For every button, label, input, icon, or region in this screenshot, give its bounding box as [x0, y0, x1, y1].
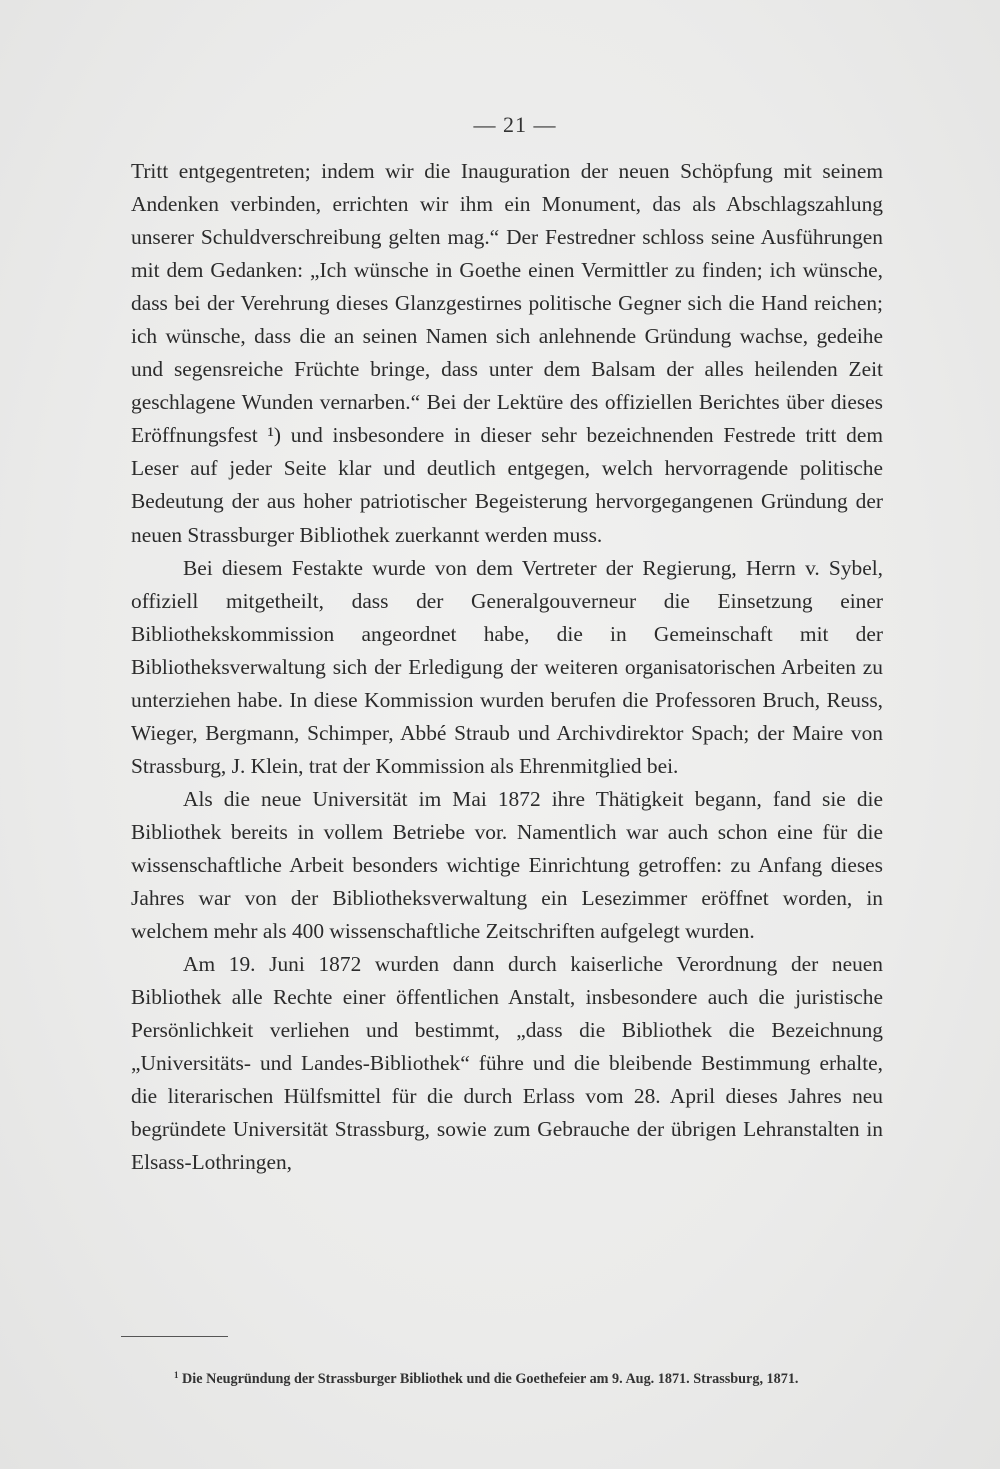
paragraph-4: Am 19. Juni 1872 wurden dann durch kaiserliche Verordnung der neuen Bibliothek alle Rechte einer öffentlichen Anstalt, insbesondere auch die juristische Persönlichkeit verliehen und bestimmt, „dass die Bibliothek die Bezeichnung „Universitäts- und Landes-Bibliothek“ führe und die bleibende Bestimmung erhalte, die literarischen Hülfsmittel für die durch Erlass vom 28. April dieses Jahres neu begründete Universität Strassburg, sowie zum Gebrauche der übrigen Lehranstalten in Elsass-Lothringen,: [131, 952, 883, 1175]
paragraph-1: Tritt entgegentreten; indem wir die Inauguration der neuen Schöpfung mit seinem Andenken verbinden, errichten wir ihm ein Monument, das als Abschlagszahlung unserer Schuldverschreibung gelten mag.“ Der Festredner schloss seine Ausführungen mit dem Gedanken: „Ich wünsche in Goethe einen Vermittler zu finden; ich wünsche, dass bei der Verehrung dieses Glanzgestirnes politische Gegner sich die Hand reichen; ich wünsche, dass die an seinen Namen sich anlehnende Gründung wachse, gedeihe und segensreiche Früchte bringe, dass unter dem Balsam der alles heilenden Zeit geschlagene Wunden vernarben.“ Bei der Lektüre des offiziellen Berichtes über dieses Eröffnungsfest ¹) und insbesondere in dieser sehr bezeichnenden Festrede tritt dem Leser auf jeder Seite klar und deutlich entgegen, welch hervorragende politische Bedeutung der aus hoher patriotischer Begeisterung hervorgegangenen Gründung der neuen Strassburger Bibliothek zuerkannt werden muss.: [131, 159, 883, 547]
footnote-marker: 1: [174, 1370, 179, 1380]
footnote: [174, 1365, 894, 1389]
paragraph-2: Bei diesem Festakte wurde von dem Vertreter der Regierung, Herrn v. Sybel, offiziell mitgetheilt, dass der Generalgouverneur die Einsetzung einer Bibliothekskommission angeordnet habe, die in Gemeinschaft mit der Bibliotheksverwaltung sich der Erledigung der weiteren organisatorischen Arbeiten zu unterziehen habe. In diese Kommission wurden berufen die Professoren Bruch, Reuss, Wieger, Bergmann, Schimper, Abbé Straub und Archivdirektor Spach; der Maire von Strassburg, J. Klein, trat der Kommission als Ehrenmitglied bei.: [131, 555, 883, 778]
footnote-divider: [121, 1336, 228, 1337]
body-text: [131, 155, 883, 1179]
paragraph-3: Als die neue Universität im Mai 1872 ihre Thätigkeit begann, fand sie die Bibliothek bereits in vollem Betriebe vor. Namentlich war auch schon eine für die wissenschaftliche Arbeit besonders wichtige Einrichtung getroffen: zu Anfang dieses Jahres war von der Bibliotheksverwaltung ein Lesezimmer eröffnet worden, in welchem mehr als 400 wissenschaftliche Zeitschriften aufgelegt wurden.: [131, 786, 883, 944]
page-number: — 21 —: [473, 112, 557, 137]
footnote-text: Die Neugründung der Strassburger Bibliothek und die Goethefeier am 9. Aug. 1871. Strassburg, 1871.: [182, 1371, 799, 1387]
